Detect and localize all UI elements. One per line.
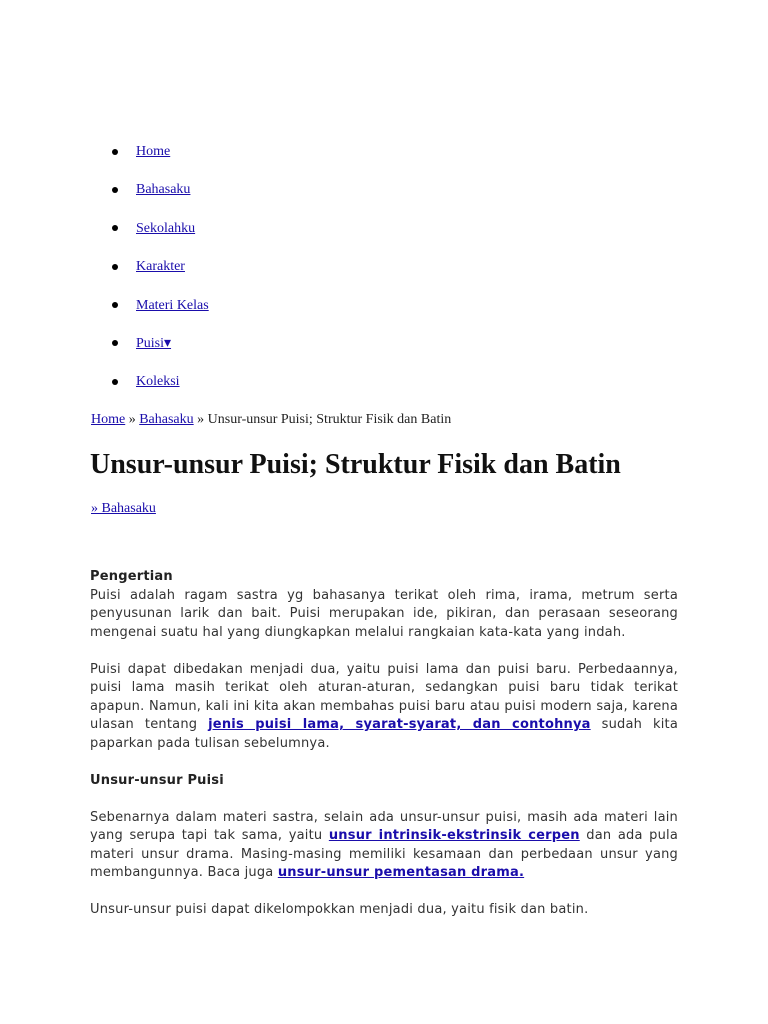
category-link[interactable]: » Bahasaku [91,501,156,516]
paragraph-kelompok: Unsur-unsur puisi dapat dikelompokkan menjadi dua, yaitu fisik dan batin. [90,902,589,917]
nav-link-koleksi[interactable]: Koleksi [136,374,180,390]
link-unsur-pementasan-drama[interactable]: unsur-unsur pementasan drama. [277,865,525,880]
nav-link-sekolahku[interactable]: Sekolahku [136,220,196,236]
breadcrumb-home-link[interactable]: Home [91,412,126,427]
nav-link-puisi-dropdown[interactable]: Puisi▾ [136,335,172,351]
nav-link-bahasaku[interactable]: Bahasaku [136,182,191,198]
link-jenis-puisi-lama[interactable]: jenis puisi lama, syarat-syarat, dan contohnya [208,717,591,732]
breadcrumb [91,410,451,430]
paragraph-perbedaan [90,661,678,754]
nav-link-karakter[interactable]: Karakter [136,259,185,275]
paragraph-text: Puisi dapat dibedakan menjadi dua, yaitu puisi lama dan puisi baru. Perbedaannya, puisi lama masih terikat oleh aturan-aturan, sedangkan puisi baru tidak terikat apapun. Namun, kali ini kita akan membahas puisi baru atau puisi modern saja, karena ulasan tentang [90,661,678,732]
article-body [90,568,678,938]
breadcrumb-separator: » [193,412,208,427]
breadcrumb-current: Unsur-unsur Puisi; Struktur Fisik dan Batin [207,412,452,427]
nav-link-materi-kelas[interactable]: Materi Kelas [136,297,209,313]
section-heading: Unsur-unsur Puisi [90,772,224,788]
breadcrumb-category-link[interactable]: Bahasaku [139,412,194,427]
paragraph-pengertian [90,568,678,642]
section-heading: Pengertian [90,569,173,584]
link-unsur-intrinsik-ekstrinsik-cerpen[interactable]: unsur intrinsik-ekstrinsik cerpen [328,828,580,843]
nav-link-home[interactable]: Home [136,144,171,159]
paragraph-text: Puisi adalah ragam sastra yg bahasanya terikat oleh rima, irama, metrum serta penyusunan larik dan bait. Puisi merupakan ide, pikiran, dan perasaan seseorang mengenai suatu hal yang diungkapkan melalui rangkaian kata-kata yang indah. [90,587,678,640]
paragraph-text: Sebenarnya dalam materi sastra, selain ada unsur-unsur puisi, masih ada materi lain yang serupa tapi tak sama, yaitu [90,809,678,843]
paragraph-sebenarnya [90,809,678,883]
paragraph-text: dan ada pula materi unsur drama. Masing-masing memiliki kesamaan dan perbedaan unsur yang membangunnya. Baca juga [90,828,678,880]
paragraph-text: sudah kita paparkan pada tulisan sebelumnya. [90,717,678,751]
page-title: Unsur-unsur Puisi; Struktur Fisik dan Batin [90,449,621,480]
breadcrumb-separator: » [125,412,140,427]
